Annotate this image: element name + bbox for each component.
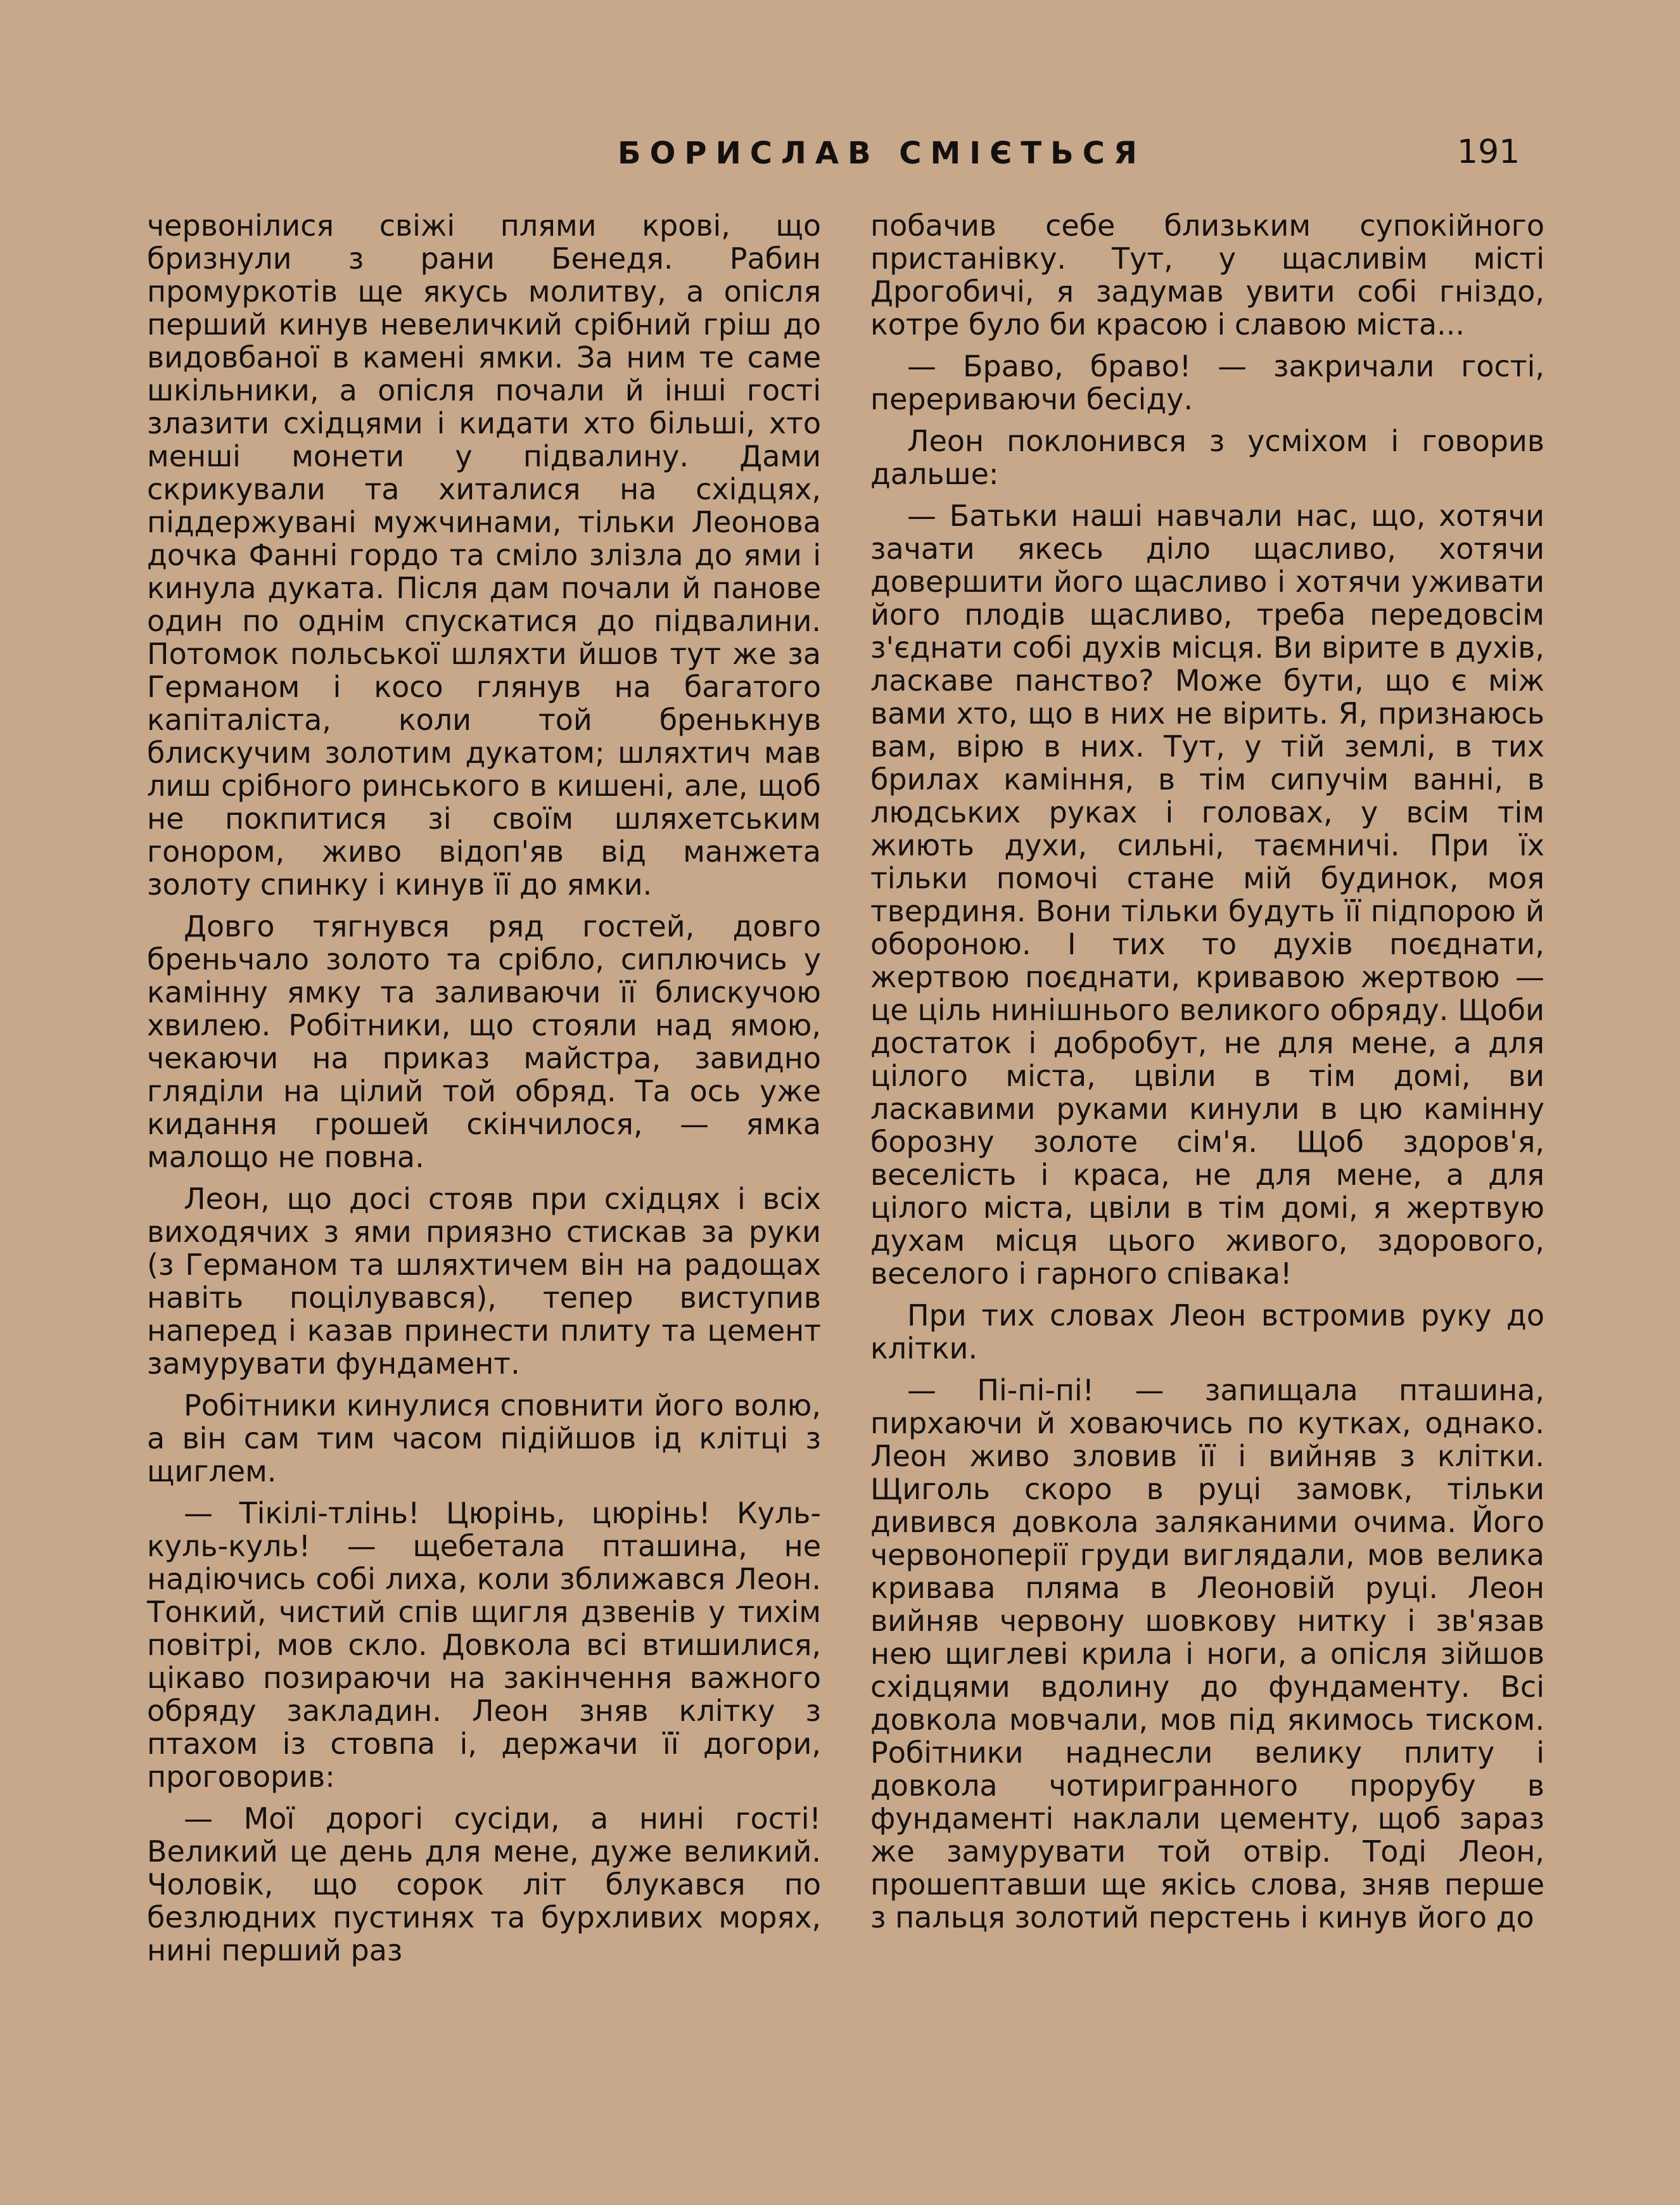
paragraph: — Пі-пі-пі! — запищала пташина, пирхаючи й ховаючись по кутках, однако. Леон живо зловив її і вийняв з клітки. Щиголь скоро в руці замовк, тільки дивився довкола заляканими очима. Його червоноперії груди виглядали, мов велика кривава пляма в Леоновій руці. Леон вийняв червону шовкову нитку і зв'язав нею щиглеві крила і ноги, а опісля зійшов східцями вдолину до фундаменту. Всі довкола мовчали, мов під якимось тиском. Робітники наднесли велику плиту і довкола чотиригранного прорубу в фундаменті наклали цементу, щоб зараз же замурувати той отвір. Тоді Леон, прошептавши ще якісь слова, зняв перше з пальця золотий перстень і кинув його до: [870, 1373, 1544, 1934]
paragraph: — Тікілі-тлінь! Цюрінь, цюрінь! Куль-куль-куль! — щебетала пташина, не надіючись собі лиха, коли зближався Леон. Тонкий, чистий спів щигля дзвенів у тихім повітрі, мов скло. Довкола всі втишилися, цікаво позираючи на закінчення важного обряду закладин. Леон зняв клітку з птахом із стовпа і, держачи її догори, проговорив:: [147, 1496, 821, 1794]
paragraph: Робітники кинулися сповнити його волю, а він сам тим часом підійшов ід клітці з щиглем.: [147, 1388, 821, 1488]
paragraph: — Браво, браво! — закричали гості, перериваючи бесіду.: [870, 349, 1544, 416]
paragraph: — Батьки наші навчали нас, що, хотячи зачати якесь діло щасливо, хотячи довершити його щасливо і хотячи уживати його плодів щасливо, треба передовсім з'єднати собі духів місця. Ви вірите в духів, ласкаве панство? Може бути, що є між вами хто, що в них не вірить. Я, признаюсь вам, вірю в них. Тут, у тій землі, в тих брилах каміння, в тім сипучім ванні, в людських руках і головах, у всім тім жиють духи, сильні, таємничі. При їх тільки помочі стане мій будинок, моя твердиня. Вони тільки будуть її підпорою й обороною. І тих то духів поєднати, жертвою поєднати, кривавою жертвою — це ціль нинішнього великого обряду. Щоби достаток і добробут, не для мене, а для цілого міста, цвіли в тім домі, ви ласкавими руками кинули в цю камінну борозну золоте сім'я. Щоб здоров'я, веселість і краса, не для мене, а для цілого міста, цвіли в тім домі, я жертвую духам місця цього живого, здорового, веселого і гарного співака!: [870, 499, 1544, 1291]
paragraph: Довго тягнувся ряд гостей, довго бреньчало золото та срібло, сиплючись у камінну ямку та заливаючи її блискучою хвилею. Робітники, що стояли над ямою, чекаючи на приказ майстра, завидно гляділи на цілий той обряд. Та ось уже кидання грошей скінчилося, — ямка малощо не повна.: [147, 909, 821, 1174]
paragraph: При тих словах Леон встромив руку до клітки.: [870, 1298, 1544, 1365]
paragraph: — Мої дорогі сусіди, а нині гості! Великий це день для мене, дуже великий. Чоловік, що сорок літ блукався по безлюдних пустинях та бурхливих морях, нині перший раз: [147, 1801, 821, 1967]
page-number: 191: [1457, 133, 1520, 171]
right-column: [870, 209, 1544, 1934]
running-title: БОРИСЛАВ СМІЄТЬСЯ: [618, 136, 1146, 171]
paragraph: Леон поклонився з усміхом і говорив дальше:: [870, 424, 1544, 491]
paragraph: червонілися свіжі плями крові, що бризнули з рани Бенедя. Рабин промуркотів ще якусь молитву, а опісля перший кинув невеличкий срібний гріш до видовбаної в камені ямки. За ним те саме шкільники, а опісля почали й інші гості злазити східцями і кидати хто більші, хто менші монети у підвалину. Дами скрикували та хиталися на східцях, піддержувані мужчинами, тільки Леонова дочка Фанні гордо та сміло злізла до ями і кинула дуката. Після дам почали й панове один по однім спускатися до підвалини. Потомок польської шляхти йшов тут же за Германом і косо глянув на багатого капіталіста, коли той бренькнув блискучим золотим дукатом; шляхтич мав лиш срібного ринського в кишені, але, щоб не покпитися зі своїм шляхетським гонором, живо відоп'яв від манжета золоту спинку і кинув її до ямки.: [147, 208, 821, 902]
paragraph: побачив себе близьким супокійного пристанівку. Тут, у щасливім місті Дрогобичі, я задумав увити собі гніздо, котре було би красою і славою міста...: [870, 208, 1544, 342]
left-column: [147, 209, 821, 1967]
paragraph: Леон, що досі стояв при східцях і всіх виходячих з ями приязно стискав за руки (з Германом та шляхтичем він на радощах навіть поцілувався), тепер виступив наперед і казав принести плиту та цемент замурувати фундамент.: [147, 1182, 821, 1381]
